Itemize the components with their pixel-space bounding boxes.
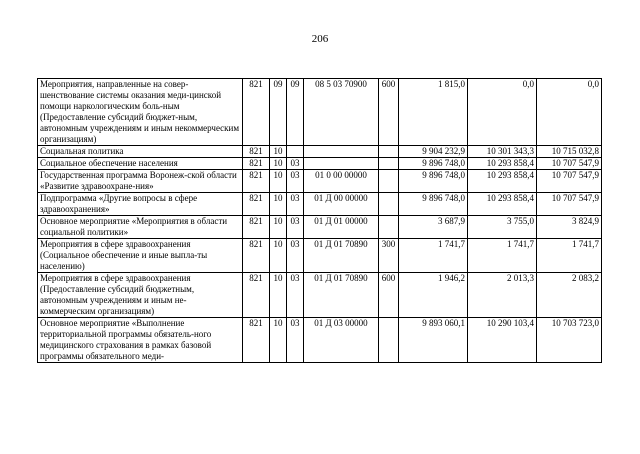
cell-name: Подпрограмма «Другие вопросы в сфере здравоохранения»: [38, 193, 243, 216]
table-row: [38, 216, 602, 239]
cell-target-article: [304, 158, 379, 170]
cell-amount-year-2: 10 301 343,3: [468, 146, 537, 158]
cell-grbs-code: 821: [243, 193, 270, 216]
cell-grbs-code: 821: [243, 216, 270, 239]
budget-table-body: [38, 79, 602, 363]
cell-subsection-code: 03: [287, 216, 304, 239]
table-row: [38, 170, 602, 193]
cell-amount-year-2: 10 293 858,4: [468, 158, 537, 170]
cell-target-article: 01 Д 00 00000: [304, 193, 379, 216]
cell-amount-year-1: 9 896 748,0: [399, 193, 468, 216]
cell-target-article: 01 Д 01 70890: [304, 239, 379, 273]
cell-name: Социальное обеспечение населения: [38, 158, 243, 170]
cell-amount-year-3: 2 083,2: [537, 273, 602, 318]
cell-section-code: 10: [270, 193, 287, 216]
cell-amount-year-2: 1 741,7: [468, 239, 537, 273]
cell-subsection-code: 03: [287, 170, 304, 193]
cell-name: Мероприятия в сфере здравоохранения (Предоставление субсидий бюджетным, автономным учреждениям и иным не-коммерческим организациям): [38, 273, 243, 318]
cell-amount-year-1: 3 687,9: [399, 216, 468, 239]
cell-target-article: 08 5 03 70900: [304, 79, 379, 146]
cell-name: Основное мероприятие «Мероприятия в области социальной политики»: [38, 216, 243, 239]
cell-amount-year-1: 1 815,0: [399, 79, 468, 146]
cell-subsection-code: 03: [287, 193, 304, 216]
cell-subsection-code: 03: [287, 318, 304, 363]
cell-grbs-code: 821: [243, 146, 270, 158]
cell-name: Основное мероприятие «Выполнение территориальной программы обязатель-ного медицинского страхования в рамках базовой программы обязательного меди-: [38, 318, 243, 363]
cell-expense-type: 600: [379, 79, 399, 146]
cell-amount-year-2: 10 290 103,4: [468, 318, 537, 363]
cell-amount-year-3: 10 703 723,0: [537, 318, 602, 363]
cell-section-code: 10: [270, 170, 287, 193]
table-row: [38, 318, 602, 363]
cell-amount-year-2: 10 293 858,4: [468, 193, 537, 216]
cell-grbs-code: 821: [243, 273, 270, 318]
cell-expense-type: 300: [379, 239, 399, 273]
cell-amount-year-2: 10 293 858,4: [468, 170, 537, 193]
cell-target-article: 01 Д 01 00000: [304, 216, 379, 239]
cell-subsection-code: 09: [287, 79, 304, 146]
cell-expense-type: [379, 170, 399, 193]
cell-subsection-code: 03: [287, 158, 304, 170]
cell-section-code: 10: [270, 239, 287, 273]
cell-amount-year-3: 10 715 032,8: [537, 146, 602, 158]
cell-expense-type: [379, 193, 399, 216]
cell-name: Государственная программа Воронеж-ской области «Развитие здравоохране-ния»: [38, 170, 243, 193]
cell-section-code: 09: [270, 79, 287, 146]
cell-name: Социальная политика: [38, 146, 243, 158]
table-row: [38, 146, 602, 158]
cell-section-code: 10: [270, 318, 287, 363]
cell-amount-year-1: 1 741,7: [399, 239, 468, 273]
table-row: [38, 158, 602, 170]
table-row: [38, 193, 602, 216]
cell-expense-type: [379, 216, 399, 239]
cell-amount-year-1: 9 896 748,0: [399, 158, 468, 170]
cell-amount-year-3: 0,0: [537, 79, 602, 146]
cell-target-article: 01 0 00 00000: [304, 170, 379, 193]
cell-amount-year-1: 1 946,2: [399, 273, 468, 318]
cell-expense-type: [379, 146, 399, 158]
table-row: [38, 239, 602, 273]
cell-expense-type: [379, 318, 399, 363]
cell-section-code: 10: [270, 146, 287, 158]
cell-grbs-code: 821: [243, 79, 270, 146]
cell-subsection-code: 03: [287, 273, 304, 318]
cell-amount-year-3: 10 707 547,9: [537, 193, 602, 216]
cell-amount-year-2: 3 755,0: [468, 216, 537, 239]
cell-grbs-code: 821: [243, 318, 270, 363]
cell-subsection-code: 03: [287, 239, 304, 273]
page-number: 206: [311, 33, 329, 45]
cell-target-article: 01 Д 03 00000: [304, 318, 379, 363]
cell-grbs-code: 821: [243, 239, 270, 273]
cell-grbs-code: 821: [243, 170, 270, 193]
cell-amount-year-1: 9 896 748,0: [399, 170, 468, 193]
cell-subsection-code: [287, 146, 304, 158]
cell-amount-year-1: 9 893 060,1: [399, 318, 468, 363]
cell-amount-year-2: 0,0: [468, 79, 537, 146]
cell-section-code: 10: [270, 158, 287, 170]
table-row: [38, 273, 602, 318]
cell-grbs-code: 821: [243, 158, 270, 170]
cell-target-article: 01 Д 01 70890: [304, 273, 379, 318]
cell-amount-year-3: 3 824,9: [537, 216, 602, 239]
cell-name: Мероприятия в сфере здравоохранения (Социальное обеспечение и иные выпла-ты населению): [38, 239, 243, 273]
budget-table: [37, 78, 602, 363]
cell-target-article: [304, 146, 379, 158]
cell-amount-year-3: 10 707 547,9: [537, 158, 602, 170]
cell-section-code: 10: [270, 273, 287, 318]
table-row: [38, 79, 602, 146]
cell-amount-year-3: 1 741,7: [537, 239, 602, 273]
cell-amount-year-3: 10 707 547,9: [537, 170, 602, 193]
cell-expense-type: 600: [379, 273, 399, 318]
cell-amount-year-2: 2 013,3: [468, 273, 537, 318]
cell-section-code: 10: [270, 216, 287, 239]
cell-expense-type: [379, 158, 399, 170]
cell-name: Мероприятия, направленные на совер-шенствование системы оказания меди-цинской помощи наркологическим боль-ным (Предоставление субсидий бюджет-ным, автономным учреждениям и иным некоммерческим организациям): [38, 79, 243, 146]
cell-amount-year-1: 9 904 232,9: [399, 146, 468, 158]
